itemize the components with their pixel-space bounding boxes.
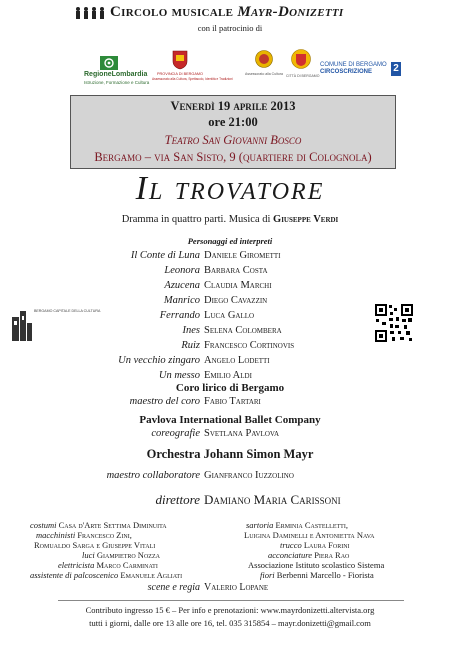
ballet-title: Pavlova International Ballet Company — [139, 414, 321, 426]
credit-assistente — [30, 570, 182, 580]
director-name: Damiano Maria Carissoni — [204, 492, 341, 507]
credit-role: sartoria — [246, 520, 274, 530]
cast-row — [0, 355, 460, 369]
qr-code-icon[interactable] — [374, 303, 414, 343]
comune-seal-text: Assessorato alla Cultura — [245, 72, 283, 76]
credit-acconciature — [268, 550, 349, 560]
credit-name: Emanuele Agliati — [120, 570, 183, 580]
cast-role: Leonora — [164, 265, 200, 276]
comune-seal-logo — [244, 50, 284, 88]
cast-actor: Diego Cavazzin — [204, 295, 268, 306]
building-icon — [10, 309, 32, 341]
credit-sartoria — [246, 520, 348, 530]
credit-role: luci — [82, 550, 95, 560]
cast-actor: Daniele Girometti — [204, 250, 281, 261]
credit-elettricista — [58, 560, 158, 570]
credit-name: Romualdo Sarga e Giuseppe Vitali — [34, 540, 156, 550]
cast-role: Un messo — [158, 370, 200, 381]
circ-label: COMUNE DI BERGAMO — [320, 62, 387, 68]
credit-role: assistente di palcoscenico — [30, 570, 119, 580]
credit-name: Giampietro Nozza — [96, 550, 160, 560]
credit-luci — [82, 550, 160, 560]
credit-name: Piera Rao — [314, 550, 350, 560]
cast-role: Ines — [182, 325, 200, 336]
scene-name: Valerio Lopane — [204, 582, 269, 593]
footer-info: Contributo ingresso 15 € – Per info e prenotazioni: www.mayrdonizetti.altervista.org — [85, 605, 375, 615]
cast-row — [0, 265, 460, 279]
provincia-sub: Assessorato alla Cultura, Spettacolo, Identità e Tradizioni — [152, 77, 233, 81]
cast-row — [0, 280, 460, 294]
header — [0, 0, 460, 48]
musicians-silhouette-icon — [74, 6, 106, 20]
cast-role: Azucena — [164, 280, 200, 291]
collab-name: Gianfranco Iuzzolino — [204, 470, 294, 481]
credit-macchinisti — [36, 530, 132, 540]
event-date: Venerdì 19 aprile 2013 — [170, 99, 296, 113]
circoscrizione-logo — [320, 62, 400, 86]
credit-role: trucco — [280, 540, 302, 550]
director-role: direttore — [155, 492, 200, 507]
ballet-choreo-row — [0, 428, 460, 442]
cast-row — [0, 250, 460, 264]
credit-role: macchinisti — [36, 530, 76, 540]
lombardia-sub: Istruzione, Formazione e Cultura — [84, 80, 150, 85]
footer-divider — [58, 600, 404, 601]
header-title — [110, 4, 343, 21]
credit-name: Casa d'Arte Settima Diminuita — [58, 520, 167, 530]
cast-role: Il Conte di Luna — [130, 250, 200, 261]
circ-number: 2 — [391, 62, 401, 76]
credit-sartoria-2 — [244, 530, 374, 540]
header-title-prefix: Circolo musicale — [110, 4, 234, 20]
cast-actor: Selena Colombera — [204, 325, 282, 336]
scene-role: scene e regia — [147, 582, 200, 593]
ballet-role: coreografie — [151, 428, 200, 439]
lombardia-rose-icon — [100, 56, 118, 70]
collaborator-row — [0, 470, 460, 484]
comune-seal-icon — [255, 50, 273, 68]
credit-name: Associazione Istituto scolastico Sistema — [248, 560, 385, 570]
provincia-name: PROVINCIA DI BERGAMO — [157, 72, 203, 76]
event-time: ore 21:00 — [208, 115, 258, 129]
lombardia-name: RegioneLombardia — [84, 71, 148, 78]
credit-name: Luigina Daminelli e Antonietta Nava — [244, 530, 375, 540]
credit-istituto — [248, 560, 384, 570]
credit-name: Marco Carminati — [96, 560, 158, 570]
left-logo-text: BERGAMO CAPITALE DELLA CULTURA — [34, 309, 101, 313]
scene-regia-row — [0, 582, 460, 596]
bergamo-culture-logo — [10, 305, 101, 345]
cast-heading: Personaggi ed interpreti — [187, 236, 273, 246]
cast-actor: Francesco Cortinovis — [204, 340, 295, 351]
composer-name: Giuseppe Verdi — [273, 214, 339, 225]
cast-actor: Emilio Aldi — [204, 370, 252, 381]
collab-role: maestro collaboratore — [106, 470, 200, 481]
director-row — [0, 492, 460, 508]
regione-lombardia-logo — [84, 56, 150, 90]
cast-actor: Claudia Marchi — [204, 280, 272, 291]
event-venue: Teatro San Giovanni Bosco — [164, 133, 302, 147]
credit-costumi — [30, 520, 167, 530]
credit-role: fiori — [260, 570, 275, 580]
subtitle-prefix: Dramma in quattro parti. Musica di — [121, 214, 271, 225]
cast-actor: Barbara Costa — [204, 265, 268, 276]
provincia-bergamo-logo — [152, 48, 233, 88]
credit-name: Erminia Castelletti, — [275, 520, 348, 530]
credit-name: Berbenni Marcello - Fiorista — [276, 570, 374, 580]
footer-contact: tutti i giorni, dalle ore 13 alle ore 16, tel. 035 315854 – mayr.donizetti@gmail.com — [89, 618, 371, 628]
header-title-name: Mayr-Donizetti — [237, 4, 344, 20]
cast-role: Un vecchio zingaro — [118, 355, 200, 366]
ballet-name: Svetlana Pavlova — [204, 428, 280, 439]
event-address: Bergamo – via San Sisto, 9 (quartiere di Colognola) — [94, 150, 372, 164]
citta-crest-icon — [291, 48, 311, 70]
cast-role: Ruiz — [181, 340, 200, 351]
opera-title: Il trovatore — [135, 170, 325, 207]
coro-title: Coro lirico di Bergamo — [175, 382, 285, 394]
coro-name: Fabio Tartari — [204, 396, 261, 407]
credit-macchinisti-2 — [34, 540, 155, 550]
credit-role: costumi — [30, 520, 57, 530]
cast-role: Ferrando — [159, 310, 200, 321]
credit-role: elettricista — [58, 560, 95, 570]
cast-actor: Angelo Lodetti — [204, 355, 270, 366]
credit-name: Francesco Zini, — [77, 530, 132, 540]
orchestra-title: Orchestra Johann Simon Mayr — [146, 447, 314, 461]
patrocinio-label: con il patrocinio di — [197, 23, 263, 33]
citta-bergamo-logo — [286, 48, 320, 86]
coro-director-row — [0, 396, 460, 410]
credit-name: Laura Forini — [303, 540, 350, 550]
provincia-crest-icon — [172, 50, 188, 70]
event-banner — [70, 95, 396, 169]
opera-subtitle — [0, 214, 460, 225]
citta-bergamo-text: CITTÀ DI BERGAMO — [286, 74, 320, 78]
credit-trucco — [280, 540, 350, 550]
circ-name: CIRCOSCRIZIONE — [320, 69, 373, 75]
sponsor-logos — [0, 48, 460, 92]
credit-role: acconciature — [268, 550, 313, 560]
credit-fiori — [260, 570, 374, 580]
cast-actor: Luca Gallo — [204, 310, 255, 321]
coro-role: maestro del coro — [129, 396, 200, 407]
cast-role: Manrico — [163, 295, 200, 306]
